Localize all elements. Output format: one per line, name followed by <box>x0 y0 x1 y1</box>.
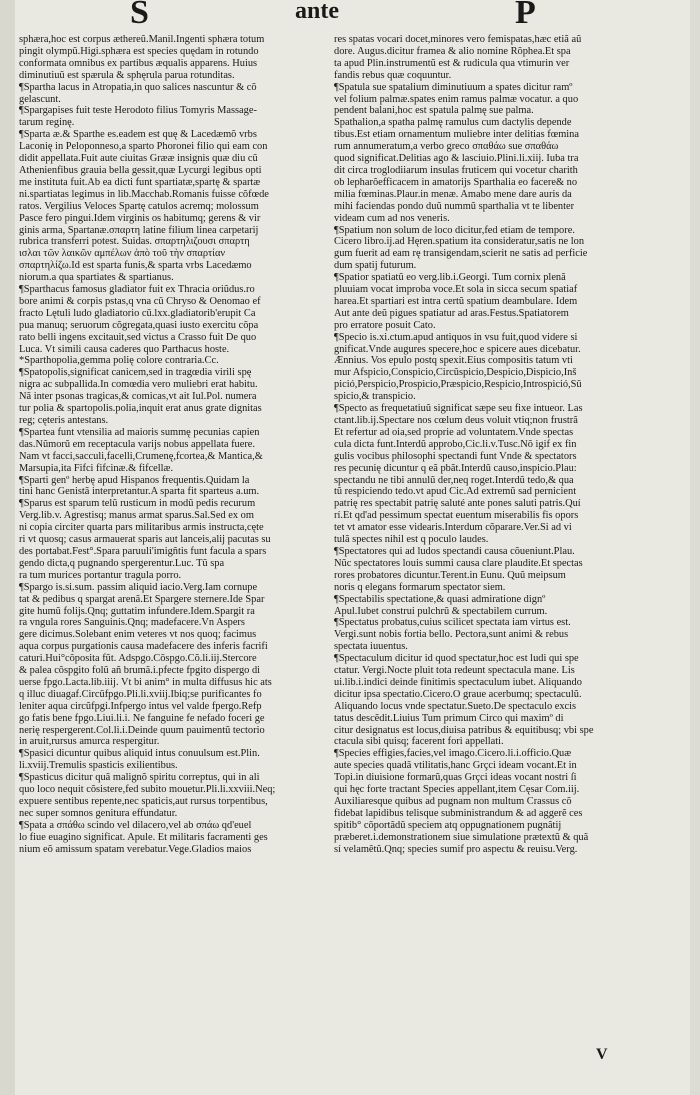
text-line: ui.lib.i.indici deinde finitimis spectaculum iubet. Aliquando <box>334 676 582 688</box>
text-line: mur Afspicio,Conspicio,Circũspicio,Despicio,Dispicio,Inš <box>334 367 577 379</box>
text-line: videam cum ad nos veneris. <box>334 212 450 224</box>
text-line: leniter aqua circũfpgi.Infpergo intus vel valde fpergo.Refp <box>19 700 262 712</box>
text-line: tini hanc Genistã interpretantur.A sparta fit sparteus a.um. <box>19 486 260 498</box>
text-line: ισλαι τῶν λαικῶν αμπέλων ἀπὸ τοῦ τὴν σπαρτίαν <box>19 248 226 260</box>
text-line: ¶Spasticus dicitur quã malignõ spiritu correptus, qui in ali <box>19 772 260 784</box>
text-line: dit circa troglodiiarum insulas fruticem qui vocetur charith <box>334 164 578 176</box>
text-line: reg; cęteris antestans. <box>19 415 109 426</box>
text-line: ¶Sparti genº herbę apud Hispanos frequentis.Quidam la <box>19 474 250 486</box>
text-line: das.Nũmorũ em receptacula varijs nobus appellata fuere. <box>19 438 256 450</box>
text-line: Apul.Iubet construi pulchrũ & spectabilem currum. <box>334 605 548 617</box>
text-line: patrię res spectabit patrię saluté ante pones saluti patris.Quí <box>334 498 581 510</box>
text-line: tarum reginę. <box>19 117 75 129</box>
text-line: pro erratore posuit Cato. <box>334 319 436 331</box>
text-line: qui hęc forte tractant Species appellant,item Cęsar Com.iij. <box>334 784 580 796</box>
text-line: ra vngula rores Sanguinis.Qnq; madefacere.Vn Aspers <box>19 617 245 629</box>
text-line: spitib° cõportãdũ speciem atq oppugnationem pugnãtij <box>334 819 562 831</box>
text-line: noris q elegans formarum spectator siem. <box>334 581 506 593</box>
text-line: ¶Spectabilis spectatione,& quasi admiratione dignº <box>334 593 546 605</box>
text-line: σπαρτηλίζω.Id est sparta funis,& sparta vrbs Lacedæmo <box>19 260 252 272</box>
text-line: tibus.Est etiam ornamentum muliebre inter delitias fœmina <box>334 129 579 141</box>
text-line: gulis vocibus philosophi spectandi funt Vnde & spectators <box>334 450 577 462</box>
text-line: expuere sentibus repente,nec spaticis,aut rursus torpentibus, <box>19 796 268 807</box>
text-line: Luca. Vt simili causa caderes quo Parthacus hoste. <box>19 343 230 355</box>
text-line: tũ respiciendo tedo.vt apud Cic.Ad extremũ sad pernicient <box>334 486 577 498</box>
text-line: ¶Spatopolis,significat canicem,sed in tragœdia virili spę <box>19 367 252 379</box>
text-line: fidebat lapidibus telisque subministrandum & ad aggerẽ ces <box>334 807 583 819</box>
text-line: rum annumeratum,a verbo greco σπαθάω sue σπαθάω <box>334 141 559 153</box>
text-line: aute species quadã vtilitatis,hanc Grçci ideam vocant.Et in <box>334 760 577 772</box>
text-line: gere dicimus.Solebant enim veteres vt nos quoq; facimus <box>19 629 257 641</box>
text-line: ¶Specto as frequetatiuũ significat sæpe seu fixe intueor. Las <box>334 403 583 415</box>
text-line: li.xviij.Tremulis spasticis exilientibus. <box>19 760 178 772</box>
text-line: ¶Sparus est sparum telũ rusticum in modũ pedis recurum <box>19 498 256 510</box>
text-line: go fatis bene fpgo.Liui.li.i. Ne fanguine fe nefado foceri ge <box>19 712 265 724</box>
text-line: ¶Spectaculum dicitur id quod spectatur,hoc est ludi qui spe <box>334 653 579 665</box>
text-line: ¶Sparta æ.& Sparthe es.eadem est quę & Lacedæmõ vrbs <box>19 129 257 141</box>
text-line: ctant.lib.ij.Spectare nos cœlum deus voluit vtiq;non frustrã <box>334 415 578 426</box>
text-line: q illuc diuagaf.Circũfpgo.Pli.li.xviij.Ibiq;se purificantes fo <box>19 688 262 700</box>
text-line: tet vt amator esse videaris.Interdum cõparare.Ver.Si ad vi <box>334 522 572 534</box>
text-line: mihi faciendas pondo duũ nummũ sparthalia vt te libenter <box>334 200 575 212</box>
text-line: rí.Et qd'ad pessimum spectat euentum miserabilis fis opors <box>334 510 579 522</box>
text-line: ¶Spatior spatiatũ eo verg.lib.i.Georgi. Tum cornix plenã <box>334 272 566 284</box>
text-line: Spathalion,a spatha palmę ramulus cum dactylis depende <box>334 117 572 129</box>
text-line: sí velamẽtũ.Qnq; species sumif pro aspectu & reuisu.Verg. <box>334 843 578 855</box>
text-line: dum spatij futurum. <box>334 260 417 272</box>
text-line: tulã spectes nihil est q poculo laudes. <box>334 534 489 546</box>
text-line: nium eõ amissum spatam verebatur.Vege.Gladios maios <box>19 843 252 855</box>
text-line: spectandu ne tibi annulũ der,neq roget.Interdũ tedo,& qua <box>334 474 574 486</box>
text-line: tatus descẽdit.Liuius Tum primum Circo qui maximº di <box>334 712 564 724</box>
text-line: ta apud Plin.instrumentũ est & rudicula qua vtimurin ver <box>334 57 570 69</box>
text-line: ¶Specio is.xi.ctum.apud antiquos in vsu fuit,quod videre si <box>334 331 578 343</box>
text-line: dore. Augus.dicitur framea & alio nomine Rõphea.Et spa <box>334 45 571 57</box>
text-line: sphæra,hoc est corpus æthereũ.Manil.Ingenti sphæra totum <box>19 34 265 45</box>
text-line: pluuiam vocat improba voce.Et sola in sicca secum spatiaf <box>334 284 578 296</box>
header-keyword: ante <box>295 0 339 24</box>
text-line: tur polia & spartopolis.polia,inquit erat anus grate dignitas <box>19 403 262 415</box>
text-line: in aruit,rursus amurca respergitur. <box>19 736 160 748</box>
text-line: ¶Sparthacus famosus gladiator fuit ex Thracia oriũdus.ro <box>19 284 255 296</box>
text-line: pua manuq; seruorum cõgregata,quasi iusto exercitu cõpa <box>19 319 259 331</box>
signature-mark: V <box>596 1046 608 1063</box>
text-line: dicitur ipsa spectatio.Cicero.O graue acerbumq; spectaculũ. <box>334 688 582 700</box>
text-line: ¶Spatium non solum de loco dicitur,fed etiam de tempore. <box>334 224 575 236</box>
text-line: Aliquando locus vnde spectatur.Sueto.De spectaculo excis <box>334 700 577 712</box>
text-line: ¶Spartha lacus in Atropatia,in quo salices nascuntur & cõ <box>19 81 257 93</box>
text-line: nerię respergerent.Col.li.i.Deinde quum pauimentũ tectorio <box>19 724 265 736</box>
text-line: ctacula sibi quisq; facerent fori appellati. <box>334 736 504 748</box>
text-line: ginis arma, Spartanæ.σπαρτη latine filium linea carpetarij <box>19 224 259 236</box>
text-line: ¶Spectatores qui ad ludos spectandi causa cõueniunt.Plau. <box>334 545 575 557</box>
text-line: harea.Et spartiari est intra certũ spatium deambulare. Idem <box>334 295 578 307</box>
text-line: Cicero libro.ij.ad Hęren.spatium ita consideratur,satis ne lon <box>334 236 585 248</box>
text-line: ni copia circiter quarta pars militaribus armis instructa,cęte <box>19 522 264 534</box>
text-line: Marsupia,ita Fifci fifcinæ.& fifcellæ. <box>19 462 174 474</box>
text-line: Ænnius. Vos epulo postq spexit.Eius compositis tatum vti <box>334 355 573 367</box>
text-line: & palea cõspgito folũ añ brumã.i.pfecte fpgito dispergo di <box>19 665 261 677</box>
text-line: diminutiuũ est spærula & sphęrula parua rotunditas. <box>19 69 235 81</box>
header-left-letter: S <box>130 0 149 31</box>
text-line: Pasce fero pingui.Idem virginis os habitumq; gerens & vir <box>19 212 261 224</box>
text-line: nigra ac subpallida.In comœdia vero muliebri erat habitu. <box>19 379 258 391</box>
text-line: gum fuerit ad eam rę transigendam,scierit ne satis ad perficie <box>334 248 588 260</box>
text-line: caturi.Hui°cõposita fũt. Adspgo.Cõspgo.Cõ.li.iij.Stercore <box>19 653 257 665</box>
text-line: citur designatus est locus,diuisa patribus & equitibusq; vbi spe <box>334 724 594 736</box>
text-line: res pecunię dicuntur q eã pbãt.Interdũ causo,inspicio.Plau: <box>334 462 577 474</box>
text-line: Verg.lib.v. Agrestisq; manus armat sparus.Sal.Sed ex om <box>19 510 254 522</box>
text-line: Topi.in diuisione formarũ,quas Grçci ideas vocant nostri ſi <box>334 772 577 784</box>
text-line: Auxiliaresque quibus ad pugnam non multum Crassus cõ <box>334 796 572 807</box>
text-line: rubrica transferri potest. Suidas. σπαρτηλιζουσι σπαρτη <box>19 236 250 248</box>
text-line: Aut ante deũ pigues spatiatur ad aras.Festus.Spatiatorem <box>334 307 569 319</box>
text-line: gnificat.Vnde augures specere,hoc e spicere aues dicebatur. <box>334 343 581 355</box>
text-line: conformata omnibus ex partibus æqualis apparens. Huius <box>19 57 258 69</box>
text-line: ¶Spectatus probatus,cuius scilicet spectata iam virtus est. <box>334 617 571 629</box>
text-line: gelascunt. <box>19 93 61 105</box>
text-line: didit appellata.Fuit aute ciuitas Grææ insignis quæ diu cũ <box>19 153 258 165</box>
text-line: quo loco nequit cõsistere,fed subito mouetur.Pli.li.xxviii.Neq; <box>19 784 276 796</box>
text-line: quod significat.Delitias ago & lasciuio.Plini.li.xiij. Iuba tra <box>334 153 579 165</box>
text-line: ¶Species effigies,facies,vel imago.Cicero.li.i.officio.Quæ <box>334 748 572 760</box>
text-line: bore animi & corpis pstas,q vna cũ Chryso & Oenomao ef <box>19 295 261 307</box>
text-line: res spatas vocari docet,minores vero femispatas,hæc etiã aũ <box>334 34 582 45</box>
text-line: spicio,& transpicio. <box>334 391 416 403</box>
text-line: vel folium palmæ.spates enim ramus palmæ vocatur. a quo <box>334 93 579 105</box>
text-line: ¶Spargo is.si.sum. passim aliquid iacio.Verg.Iam cornupe <box>19 581 258 593</box>
text-line: ri vt quosq; casus armauerat sparis aut lanceis,alij pacutas su <box>19 534 271 546</box>
text-line: ctatur. Vergi.Nocte pluit tota redeunt spectacula mane. Lis <box>334 665 575 677</box>
text-line: aqua corpus purgationis causa madefacere des inferis facrifi <box>19 641 268 653</box>
text-line: niorum.a qua spartiates & spartianus. <box>19 272 174 284</box>
text-line: des portabat.Fest°.Spara paruuli'imigñtis funt facula a spars <box>19 545 267 557</box>
text-line: Nã inter psonas tragicas,& comicas,vt ait Iul.Pol. numera <box>19 391 257 403</box>
text-line: præberet.i.demonstrationem siue simulatione prætextũ & quã <box>334 831 589 843</box>
text-line: Nũc spectatores louis summi causa clare plaudite.Et spectas <box>334 557 583 569</box>
right-text-column <box>334 34 639 856</box>
text-line: ni.spartiatas legimus in lib.Macchab.Romanis fuisse cõfœde <box>19 188 269 200</box>
text-line: ob lepharõefficacem in amatorijs Sparthalia eo facere& no <box>334 176 578 188</box>
text-line: Athenienfibus grauia bella gessit,quæ Lycurgi legibus opti <box>19 164 262 176</box>
text-line: rores probatores dicuntur.Terent.in Eunu. Quũ meipsum <box>334 569 566 581</box>
text-line: nec super somnos genitura effundatur. <box>19 807 178 819</box>
text-line: ¶Spatula sue spatalium diminutiuum a spates dicitur ramº <box>334 81 573 93</box>
text-line: ra tum murices portantur tragula porro. <box>19 569 182 581</box>
text-line: me instituta fuit.Ab ea dicti funt spartiatæ,spartę & spartæ <box>19 176 261 188</box>
text-line: cula dicta funt.Interdũ approbo,Cic.li.v.Tusc.Nõ igif ex fin <box>334 438 577 450</box>
running-header <box>100 0 660 30</box>
text-line: Laconię in Peloponneso,a sparto Phoronei filio qui eam con <box>19 141 268 153</box>
text-line: spectata iuuentus. <box>334 641 408 653</box>
left-text-column <box>19 34 324 856</box>
text-line: Et refertur ad oia,sed proprie ad voluntatem.Vnde spectas <box>334 426 574 438</box>
text-line: pendent balani,hoc est spatula palmę sue palma. <box>334 105 534 117</box>
text-line: Nam vt facci,sacculi,facelli,Crumenę,fcortea,& Mantica,& <box>19 450 263 462</box>
header-right-letter: P <box>515 0 536 31</box>
text-line: milia fœminas.Plaur.in menæ. Amabo mene dare auris da <box>334 188 572 200</box>
text-line: pició,Perspicio,Prospicio,Præspicio,Respicio,Introspició,Sũ <box>334 379 582 391</box>
text-line: lo fiue euagino significat. Apule. Et militaris facramenti ges <box>19 831 268 843</box>
text-line: ratos. Vergilius Veloces Spartę catulos acremq; molossum <box>19 200 259 212</box>
text-line: ¶Spata a σπάθω scindo vel dilacero,vel ab σπάω qd'euel <box>19 819 252 831</box>
text-line: fracto Lętuli ludo gladiatorio cũ.lxx.gladiatorib'erupit Ca <box>19 307 256 319</box>
text-line: tat & pedibus q spargat arenã.Et Spargere sternere.Ide Spar <box>19 593 265 605</box>
page-left-edge <box>0 0 15 1095</box>
text-line: gendo dicta,q pugnando spergerentur.Luc. Tũ spa <box>19 557 225 569</box>
text-line: gite humũ folijs.Qnq; guttatim infundere.Idem.Spargit ra <box>19 605 255 617</box>
text-line: Vergi.sunt nobis fortia bello. Pectora,sunt animi & rebus <box>334 629 569 641</box>
text-line: rato belli ingens excitauit,sed victus a Crasso fuit De quo <box>19 331 257 343</box>
text-line: fandis rebus quæ coquuntur. <box>334 69 452 81</box>
text-line: ¶Spasici dicuntur quibus aliquid intus conuulsum est.Plin. <box>19 748 260 760</box>
text-line: uerse fpgo.Lacta.lib.iiij. Vt bi anim° in multa diffusus hic ats <box>19 676 272 688</box>
page-right-edge <box>690 0 700 1095</box>
text-line: ¶Spartea funt vtensilia ad maioris summę pecunias capien <box>19 426 260 438</box>
text-line: *Sparthopolia,gemma polię colore contraria.Cc. <box>19 355 219 367</box>
text-line: pingit olympũ.Higi.sphæra est species quędam in rotundo <box>19 45 259 57</box>
text-line: ¶Spargapises fuit teste Herodoto filius Tomyris Massage- <box>19 105 257 117</box>
